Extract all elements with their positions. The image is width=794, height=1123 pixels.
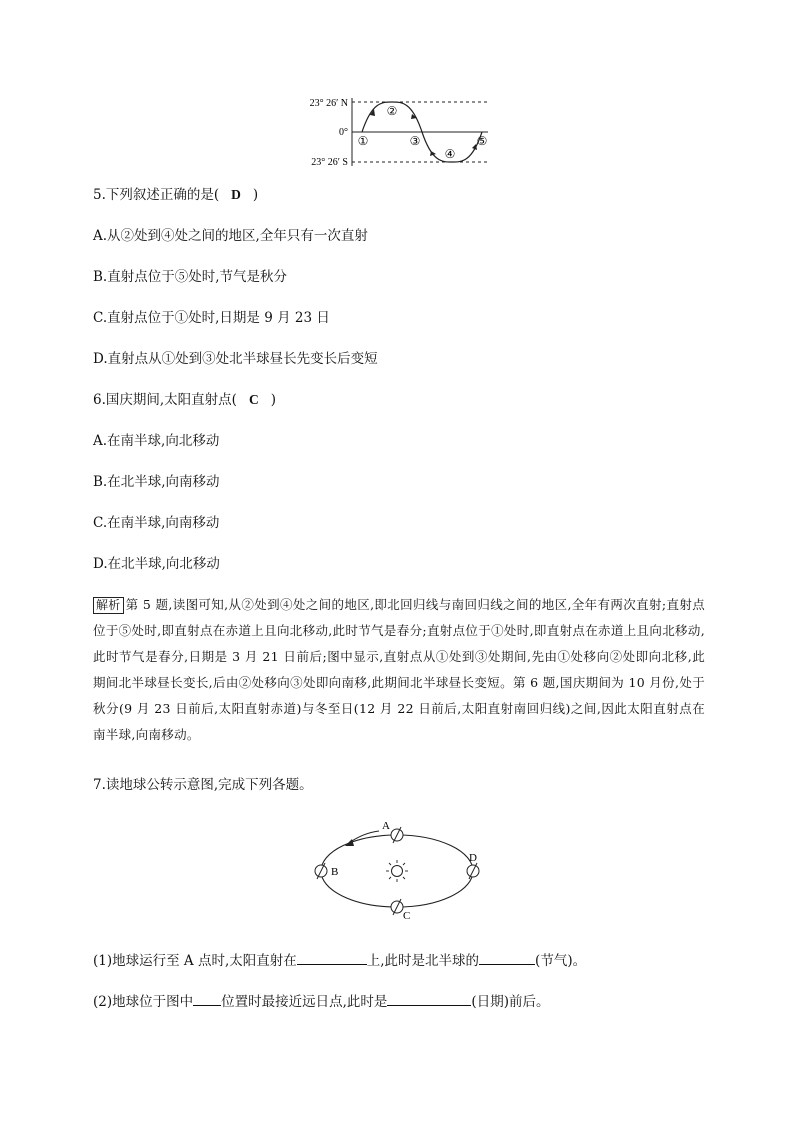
point-label-1: ① xyxy=(357,134,369,148)
lat-south-label: 23° 26′ S xyxy=(311,157,348,168)
q6-option-d: D.在北半球,向北移动 xyxy=(93,556,220,572)
q5-option-c: C.直射点位于①处时,日期是 9 月 23 日 xyxy=(93,310,330,326)
q6-option-a: A.在南半球,向北移动 xyxy=(93,433,220,449)
explanation-text: 第 5 题,读图可知,从②处到④处之间的地区,即北回归线与南回归线之间的地区,全年有两次直射;直射点位于⑤处时,即直射点在赤道上且向北移动,此时节气是春分;直射点位于①处时,即直射点在赤道上且向北移动,此时节气是春分,日期是 3 月 21 日前后;图中显示,直射点从①处到③处期间,先由①处移向②处即向北移,此期间北半球昼长变长,后由②处移向③处即向南移,此期间北半球昼长变短。第 6 题,国庆期间为 10 月份,处于秋分(9 月 23 日前后,太阳直射赤道)与冬至日(12 月 22 日前后,太阳直射南回归线)之间,因此太阳直射点在南半球,向南移动。 xyxy=(93,597,705,742)
q5-option-b: B.直射点位于⑤处时,节气是秋分 xyxy=(93,269,288,285)
q7-sub1: (1)地球运行至 A 点时,太阳直射在 上,此时是北半球的 (节气)。 xyxy=(93,950,586,970)
orbit-label-d: D xyxy=(469,852,477,864)
q7-stem: 7.读地球公转示意图,完成下列各题。 xyxy=(93,777,313,793)
orbit-label-b: B xyxy=(331,866,339,878)
earth-position-d-icon xyxy=(467,863,479,879)
orbit-label-a: A xyxy=(382,820,390,832)
q6-option-c: C.在南半球,向南移动 xyxy=(93,515,220,531)
point-label-2: ② xyxy=(386,104,398,118)
explanation-tag: 解析 xyxy=(93,597,124,614)
q7-sub2-blank-1[interactable] xyxy=(193,991,221,1006)
sun-icon xyxy=(386,860,408,882)
earth-position-a-icon xyxy=(391,827,403,843)
lat-zero-label: 0° xyxy=(339,127,348,138)
q7-sub2-blank-2[interactable] xyxy=(387,991,471,1006)
sun-direct-point-diagram xyxy=(300,92,500,170)
q6-answer: C xyxy=(248,392,259,407)
q5-answer: D xyxy=(231,187,241,202)
q6-option-b: B.在北半球,向南移动 xyxy=(93,474,220,490)
earth-position-c-icon xyxy=(391,899,403,915)
q7-sub1-blank-1[interactable] xyxy=(297,950,367,965)
q6-stem: 6.国庆期间,太阳直射点( C ) xyxy=(93,392,276,408)
q5-option-d: D.直射点从①处到③处北半球昼长先变长后变短 xyxy=(93,351,378,367)
q5-stem: 5.下列叙述正确的是( D ) xyxy=(93,187,259,203)
point-label-3: ③ xyxy=(409,134,421,148)
q7-sub1-blank-2[interactable] xyxy=(479,950,535,965)
orbit-label-c: C xyxy=(403,910,411,922)
q5-option-a: A.从②处到④处之间的地区,全年只有一次直射 xyxy=(93,228,368,244)
earth-position-b-icon xyxy=(315,863,327,879)
earth-orbit-diagram xyxy=(305,815,490,925)
orbit-ellipse xyxy=(321,835,473,907)
lat-north-label: 23° 26′ N xyxy=(309,98,348,109)
explanation-block xyxy=(93,592,705,748)
q7-sub2: (2)地球位于图中 位置时最接近远日点,此时是 (日期)前后。 xyxy=(93,991,549,1011)
point-label-5: ⑤ xyxy=(476,134,488,148)
point-label-4: ④ xyxy=(444,147,456,161)
